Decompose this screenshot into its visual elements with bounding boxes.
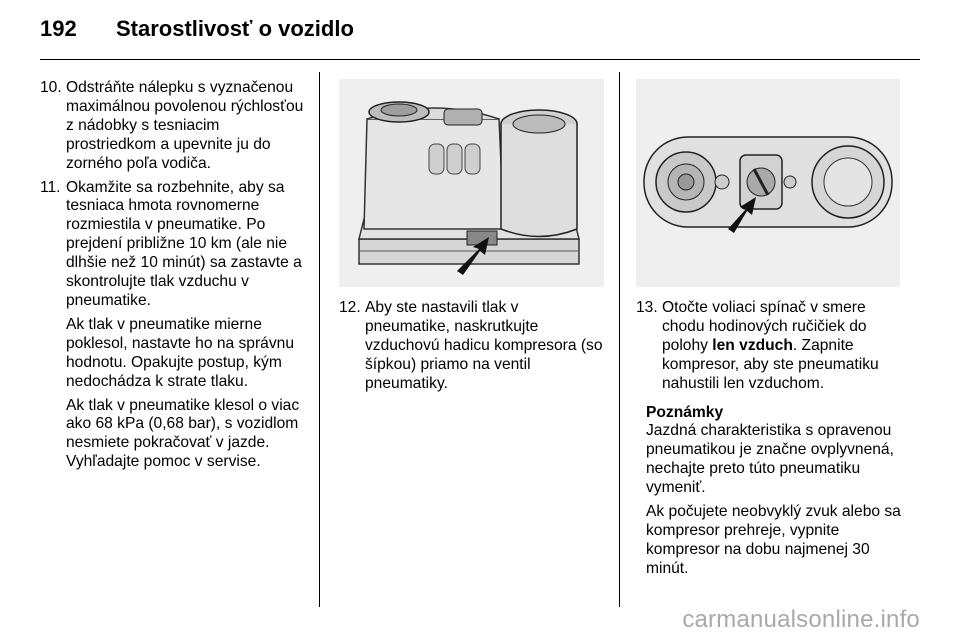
- chapter-title: Starostlivosť o vozidlo: [116, 16, 354, 41]
- watermark: carmanualsonline.info: [682, 606, 920, 633]
- step-text: Odstráňte nálepku s vyznačenou maximálnou povolenou rýchlosťou z nádobky s tesniacim prostriedkom a upevnite ju do zorného poľa vodiča.: [66, 79, 304, 172]
- compressor-illustration: [339, 79, 604, 287]
- note-paragraph: Jazdná charakteristika s opravenou pneumatikou je značne ovplyvnená, nechajte preto túto pneumatiku vymeniť.: [646, 422, 894, 497]
- column-divider: [319, 72, 320, 607]
- column-2: [339, 299, 607, 399]
- paragraph: Ak tlak v pneumatike mierne poklesol, nastavte ho na správnu hodnotu. Opakujte postup, kým nedochádza k strate tlaku.: [66, 315, 294, 390]
- paragraph: Ak tlak v pneumatike klesol o viac ako 68 kPa (0,68 bar), s vozidlom nesmiete pokračovať v jazde. Vyhľadajte pomoc v servise.: [66, 396, 300, 471]
- step-11: [40, 179, 306, 311]
- header-rule: [40, 59, 920, 60]
- compressor-figure: [339, 79, 604, 287]
- selector-switch-illustration: [636, 79, 900, 287]
- step-text: Okamžite sa rozbehnite, aby sa tesniaca hmota rovnomerne rozmiestila v pneumatike. Po prejdení približne 10 km (ale nie dlhšie než 10 minút) sa zastavte a skontrolujte tlak vzduchu v pneumatike.: [66, 178, 302, 309]
- column-divider: [619, 72, 620, 607]
- step-number: 13.: [636, 299, 658, 316]
- step-13: [636, 299, 904, 394]
- note-block: [646, 404, 904, 579]
- selector-switch-figure: [636, 79, 900, 287]
- step-number: 12.: [339, 299, 361, 316]
- step-text-after: . Zapnite kompresor, aby ste pneumatiku nahustili len vzduchom.: [662, 336, 879, 392]
- step-number: 10.: [40, 79, 62, 96]
- step-text-bold: len vzduch: [712, 336, 793, 354]
- note-title: Poznámky: [646, 403, 724, 421]
- page-number: 192: [40, 16, 77, 41]
- column-1: [40, 79, 306, 477]
- step-text: Aby ste nastavili tlak v pneumatike, naskrutkujte vzduchovú hadicu kompresora (so šípkou) priamo na ventil pneumatiky.: [365, 299, 603, 392]
- step-number: 11.: [40, 178, 61, 196]
- step-12: [339, 299, 607, 394]
- step-10: [40, 79, 306, 174]
- note-paragraph: Ak počujete neobvyklý zvuk alebo sa kompresor prehreje, vypnite kompresor na dobu najmenej 30 minút.: [646, 503, 901, 577]
- step-text-before: Otočte voliaci spínač v smere chodu hodinových ručičiek do polohy: [662, 299, 867, 354]
- page-header: [40, 16, 920, 50]
- column-3: [636, 299, 904, 584]
